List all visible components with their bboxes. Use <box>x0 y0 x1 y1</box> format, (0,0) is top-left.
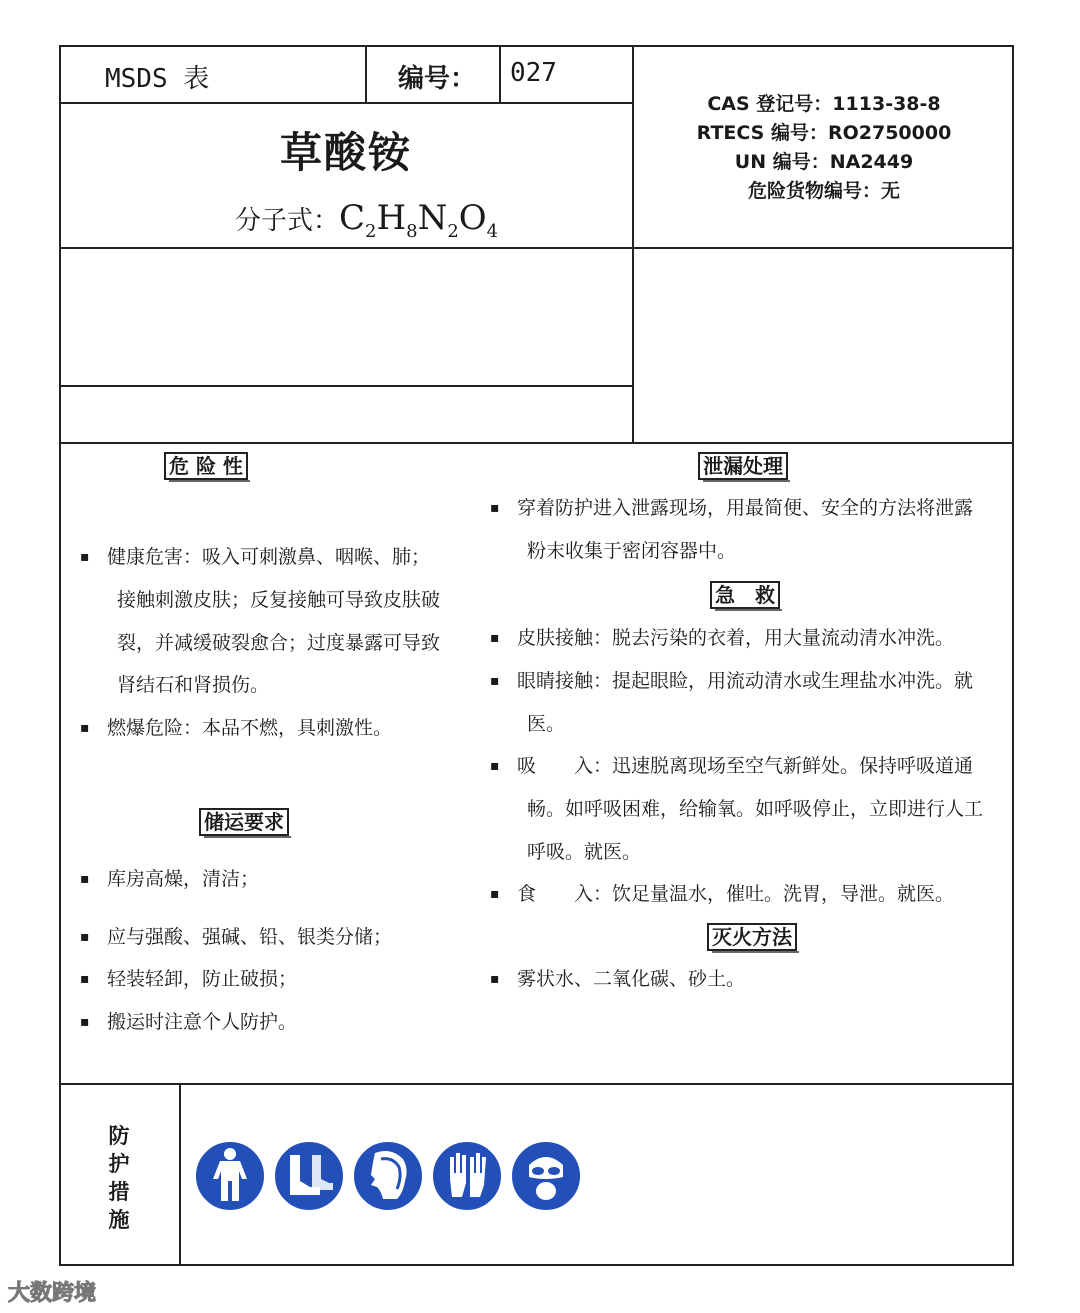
bullet: ▪ <box>80 971 90 987</box>
formula-subscript: 4 <box>486 220 499 242</box>
first-aid-skin-text: 皮肤接触：脱去污染的衣着，用大量流动清水冲洗。 <box>517 627 955 649</box>
leak-text: 粉末收集于密闭容器中。 <box>527 540 737 562</box>
leak-text: 穿着防护进入泄露现场，用最简便、安全的方法将泄露 <box>517 497 974 519</box>
hazard-heading: 危 险 性 <box>164 452 248 480</box>
msds-label: MSDS 表 <box>105 64 210 94</box>
molecular-formula <box>235 198 498 242</box>
storage-text: 搬运时注意个人防护。 <box>107 1011 298 1033</box>
hazard-health-text: 健康危害：吸入可刺激鼻、咽喉、肺； <box>107 546 431 568</box>
formula-subscript: 8 <box>406 220 418 242</box>
divider <box>59 1083 1014 1085</box>
divider <box>365 45 367 103</box>
divider <box>59 385 633 387</box>
formula-element: C <box>339 198 366 238</box>
formula-label: 分子式： <box>235 206 340 236</box>
formula-element: O <box>458 198 487 238</box>
number-value: 027 <box>510 58 557 88</box>
divider <box>59 442 1014 444</box>
divider <box>59 247 1014 249</box>
first-aid-inhalation-text: 畅。如呼吸困难，给输氧。如呼吸停止，立即进行人工 <box>527 798 984 820</box>
protection-label-char: 措 <box>108 1180 130 1204</box>
bullet: ▪ <box>80 929 90 945</box>
bullet: ▪ <box>490 500 500 516</box>
divider <box>499 45 501 103</box>
dangerous-goods-number: 危险货物编号：无 <box>747 180 900 202</box>
formula-element: H <box>376 198 407 238</box>
hazard-health-text: 接触刺激皮肤；反复接触可导致皮肤破 <box>117 589 441 611</box>
formula-subscript: 2 <box>447 220 459 242</box>
first-aid-inhalation-text: 呼吸。就医。 <box>527 841 642 863</box>
identifier-list <box>634 90 1014 206</box>
watermark-logo: 大数跨境 <box>8 1281 97 1306</box>
divider <box>179 1083 181 1266</box>
bullet: ▪ <box>80 720 90 736</box>
protective-gloves-icon <box>430 1139 504 1213</box>
protection-label <box>106 1122 132 1234</box>
storage-text: 库房高燥，清洁； <box>107 868 260 890</box>
first-aid-inhalation-text: 吸 入：迅速脱离现场至空气新鲜处。保持呼吸道通 <box>517 755 974 777</box>
bullet: ▪ <box>490 971 500 987</box>
number-label: 编号： <box>398 64 477 94</box>
first-aid-ingestion-text: 食 入：饮足量温水，催吐。洗胃，导泄。就医。 <box>517 883 955 905</box>
formula-element: N <box>417 198 448 238</box>
divider <box>59 102 633 104</box>
rtecs-number: RTECS 编号：RO2750000 <box>696 122 952 144</box>
protection-label-char: 施 <box>108 1208 130 1232</box>
face-shield-icon <box>351 1139 425 1213</box>
cas-number: CAS 登记号：1113-38-8 <box>707 93 941 115</box>
fire-text: 雾状水、二氧化碳、砂土。 <box>517 968 746 990</box>
hazard-health-text: 肾结石和肾损伤。 <box>117 674 270 696</box>
first-aid-eye-text: 眼睛接触：提起眼睑，用流动清水或生理盐水冲洗。就 <box>517 670 974 692</box>
fire-heading: 灭火方法 <box>707 923 797 951</box>
bullet: ▪ <box>490 758 500 774</box>
bullet: ▪ <box>80 871 90 887</box>
protection-label-char: 护 <box>108 1152 130 1176</box>
un-number: UN 编号：NA2449 <box>734 151 914 173</box>
bullet: ▪ <box>490 673 500 689</box>
storage-text: 应与强酸、强碱、铅、银类分储； <box>107 926 393 948</box>
protection-label-char: 防 <box>108 1124 130 1148</box>
storage-text: 轻装轻卸，防止破损； <box>107 968 298 990</box>
bullet: ▪ <box>490 886 500 902</box>
storage-heading: 储运要求 <box>199 808 289 836</box>
formula-subscript: 2 <box>365 220 377 242</box>
safety-goggles-icon <box>509 1139 583 1213</box>
hazard-fire-text: 燃爆危险：本品不燃，具刺激性。 <box>107 717 393 739</box>
bullet: ▪ <box>80 549 90 565</box>
hazard-health-text: 裂，并减缓破裂愈合；过度暴露可导致 <box>117 632 441 654</box>
bullet: ▪ <box>490 630 500 646</box>
safety-boots-icon <box>272 1139 346 1213</box>
first-aid-heading: 急 救 <box>710 581 780 609</box>
first-aid-eye-text: 医。 <box>527 713 566 735</box>
leak-heading: 泄漏处理 <box>698 452 788 480</box>
bullet: ▪ <box>80 1014 90 1030</box>
protective-suit-icon <box>193 1139 267 1213</box>
substance-name: 草酸铵 <box>279 128 412 177</box>
